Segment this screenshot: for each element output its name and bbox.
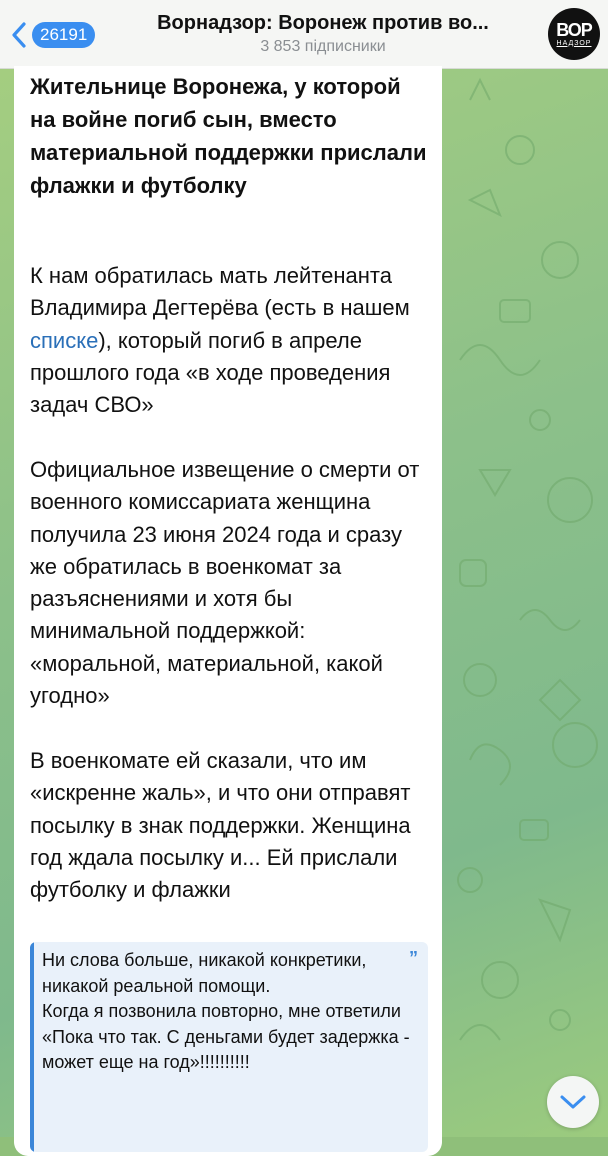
paragraph-1-text-start: К нам обратилась мать лейтенанта Владимира Дегтерёва (есть в нашем [30,263,410,321]
chat-header [0,0,608,69]
list-link[interactable]: списке [30,327,99,353]
paragraph-1-text-end: ), который погиб в апреле прошлого года «в ходе проведения задач СВО» [30,327,391,418]
chevron-down-icon [559,1093,587,1111]
unread-count-badge: 26191 [32,22,95,48]
avatar-logo-text: ВОР [556,19,592,40]
channel-avatar[interactable] [548,8,600,60]
chat-title-block[interactable] [118,10,528,58]
chat-subscribers-count: 3 853 підписники [260,38,386,55]
quote-icon: ” [409,948,418,968]
back-button[interactable] [8,18,95,52]
message-paragraph-2: Официальное извещение о смерти от военного комиссариата женщина получила 23 июня 2024 года и сразу же обратилась в военкомат за разъяснениями и хотя бы минимальной поддержкой: «моральной, материальной, какой угодно» [30,457,420,709]
message-heading: Жительнице Воронежа, у которой на войне погиб сын, вместо материальной поддержки прислали флажки и футболку [30,74,427,198]
chevron-left-icon [8,20,30,50]
quote-text: Ни слова больше, никакой конкретики, никакой реальной помощи. Когда я позвонила повторно, мне ответили «Пока что так. С деньгами будет задержка - может еще на год»!!!!!!!!!! [42,950,410,1072]
quote-accent-bar [30,942,34,1152]
avatar-logo-subtext: НАДЗОР [556,39,592,47]
scroll-down-button[interactable] [547,1076,599,1128]
message-bubble[interactable] [14,66,442,1156]
message-paragraph-1 [30,260,432,421]
quote-block [30,942,428,1152]
message-paragraph-3: В военкомате ей сказали, что им «искренне жаль», и что они отправят посылку в знак поддержки. Женщина год ждала посылку и... Ей прислали футболку и флажки [30,748,411,903]
chat-title: Ворнадзор: Воронеж против во... [157,12,489,34]
